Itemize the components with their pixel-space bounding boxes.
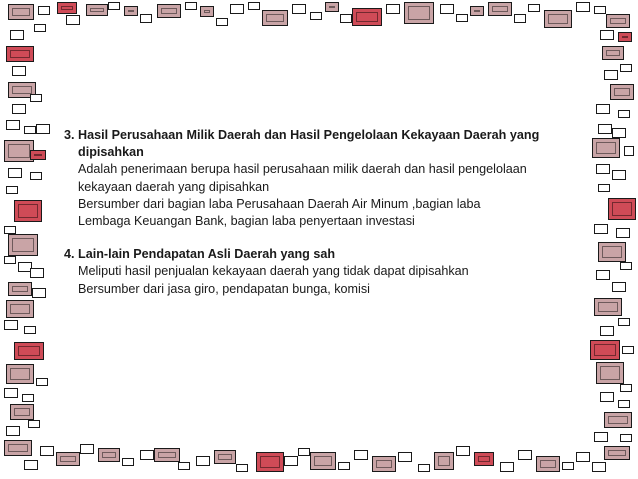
section-line: Meliputi hasil penjualan kekayaan daerah yang tidak dapat dipisahkan — [78, 264, 469, 279]
border-block — [12, 66, 26, 76]
border-block — [602, 46, 624, 60]
border-block — [544, 10, 572, 28]
border-block — [620, 434, 632, 442]
border-block — [340, 14, 352, 23]
border-block — [6, 46, 34, 62]
border-block — [536, 456, 560, 472]
border-block — [6, 186, 18, 194]
border-block — [256, 452, 284, 472]
border-block — [620, 262, 632, 270]
border-block — [620, 384, 632, 392]
border-block — [24, 126, 36, 134]
border-block — [604, 70, 618, 80]
border-block — [14, 200, 42, 222]
border-block — [140, 450, 154, 460]
border-block — [600, 30, 614, 40]
border-block — [196, 456, 210, 466]
border-block — [440, 4, 454, 14]
border-block — [10, 404, 34, 420]
section-lain-lain — [64, 246, 594, 298]
border-block — [594, 6, 606, 14]
border-block — [590, 340, 620, 360]
section-heading: 4. Lain-lain Pendapatan Asli Daerah yang sah — [64, 247, 336, 262]
border-block — [14, 342, 44, 360]
border-block — [600, 326, 614, 336]
border-block — [470, 6, 484, 16]
border-block — [606, 14, 630, 28]
border-block — [6, 426, 20, 436]
border-block — [488, 2, 512, 16]
border-block — [262, 10, 288, 26]
border-block — [456, 446, 470, 456]
border-block — [66, 15, 80, 25]
section-line: Lembaga Keuangan Bank, bagian laba penyertaan investasi — [78, 214, 415, 229]
border-block — [612, 170, 626, 180]
border-block — [28, 420, 40, 428]
border-block — [214, 450, 236, 464]
border-block — [80, 444, 94, 454]
border-block — [596, 362, 624, 384]
border-block — [6, 364, 34, 384]
border-block — [594, 224, 608, 234]
border-block — [6, 300, 34, 318]
border-block — [596, 270, 610, 280]
border-block — [514, 14, 526, 23]
border-block — [4, 256, 16, 264]
border-block — [30, 268, 44, 278]
border-block — [612, 128, 626, 138]
border-block — [596, 104, 610, 114]
section-line: kekayaan daerah yang dipisahkan — [78, 179, 270, 194]
slide-content — [64, 127, 594, 298]
border-block — [185, 2, 197, 10]
border-block — [57, 2, 77, 14]
border-block — [10, 30, 24, 40]
border-block — [386, 4, 400, 14]
border-block — [56, 452, 80, 466]
border-block — [157, 4, 181, 18]
border-block — [4, 388, 18, 398]
border-block — [12, 104, 26, 114]
border-block — [8, 4, 34, 20]
border-block — [576, 452, 590, 462]
border-block — [624, 146, 634, 156]
border-block — [618, 318, 630, 326]
border-block — [4, 440, 32, 456]
border-block — [6, 120, 20, 130]
border-block — [284, 456, 298, 466]
border-block — [618, 110, 630, 118]
border-block — [562, 462, 574, 470]
border-block — [248, 2, 260, 10]
border-block — [24, 326, 36, 334]
border-block — [8, 168, 22, 178]
border-block — [500, 462, 514, 472]
border-block — [38, 6, 50, 15]
border-block — [518, 450, 532, 460]
border-block — [230, 4, 244, 14]
border-block — [236, 464, 248, 472]
border-block — [600, 392, 614, 402]
section-line: Adalah penerimaan berupa hasil perusahaan milik daerah dan hasil pengelolaan — [78, 162, 527, 177]
border-block — [30, 94, 42, 102]
border-block — [30, 172, 42, 180]
border-block — [30, 150, 46, 160]
border-block — [598, 242, 626, 262]
border-block — [352, 8, 382, 26]
border-block — [8, 234, 38, 256]
section-hasil-perusahaan — [64, 127, 594, 230]
border-block — [618, 32, 632, 42]
border-block — [596, 164, 610, 174]
border-block — [325, 2, 339, 12]
border-block — [592, 462, 606, 472]
border-block — [592, 138, 620, 158]
border-block — [154, 448, 180, 462]
border-block — [36, 378, 48, 386]
border-block — [24, 460, 38, 470]
border-block — [608, 198, 636, 220]
border-block — [616, 228, 630, 238]
border-block — [338, 462, 350, 470]
border-block — [310, 12, 322, 20]
border-block — [598, 124, 612, 134]
border-block — [108, 2, 120, 10]
border-block — [354, 450, 368, 460]
border-block — [32, 288, 46, 298]
section-heading: 3. Hasil Perusahaan Milik Daerah dan Hasil Pengelolaan Kekayaan Daerah yang dipisahkan — [64, 128, 540, 160]
border-block — [622, 346, 634, 354]
border-block — [594, 298, 622, 316]
border-block — [140, 14, 152, 23]
border-block — [474, 452, 494, 466]
border-block — [610, 84, 634, 100]
border-block — [216, 18, 228, 26]
border-block — [372, 456, 396, 472]
border-block — [618, 400, 630, 408]
section-line: Bersumber dari bagian laba Perusahaan Daerah Air Minum ,bagian laba — [78, 196, 481, 211]
border-block — [404, 2, 434, 24]
border-block — [398, 452, 412, 462]
border-block — [4, 320, 18, 330]
border-block — [598, 184, 610, 192]
border-block — [200, 6, 214, 17]
border-block — [122, 458, 134, 466]
border-block — [594, 432, 608, 442]
border-block — [298, 448, 310, 456]
border-block — [456, 14, 468, 22]
border-block — [8, 282, 32, 296]
border-block — [36, 124, 50, 134]
border-block — [576, 2, 590, 12]
section-line: Bersumber dari jasa giro, pendapatan bunga, komisi — [78, 281, 370, 296]
border-block — [86, 4, 108, 16]
border-block — [34, 24, 46, 32]
border-block — [620, 64, 632, 72]
border-block — [310, 452, 336, 470]
border-block — [612, 282, 626, 292]
border-block — [40, 446, 54, 456]
border-block — [434, 452, 454, 470]
border-block — [418, 464, 430, 472]
border-block — [604, 446, 630, 460]
border-block — [178, 462, 190, 470]
border-block — [4, 226, 16, 234]
border-block — [22, 394, 34, 402]
border-block — [124, 6, 138, 16]
border-block — [98, 448, 120, 462]
border-block — [292, 4, 306, 14]
border-block — [528, 4, 540, 12]
border-block — [604, 412, 632, 428]
